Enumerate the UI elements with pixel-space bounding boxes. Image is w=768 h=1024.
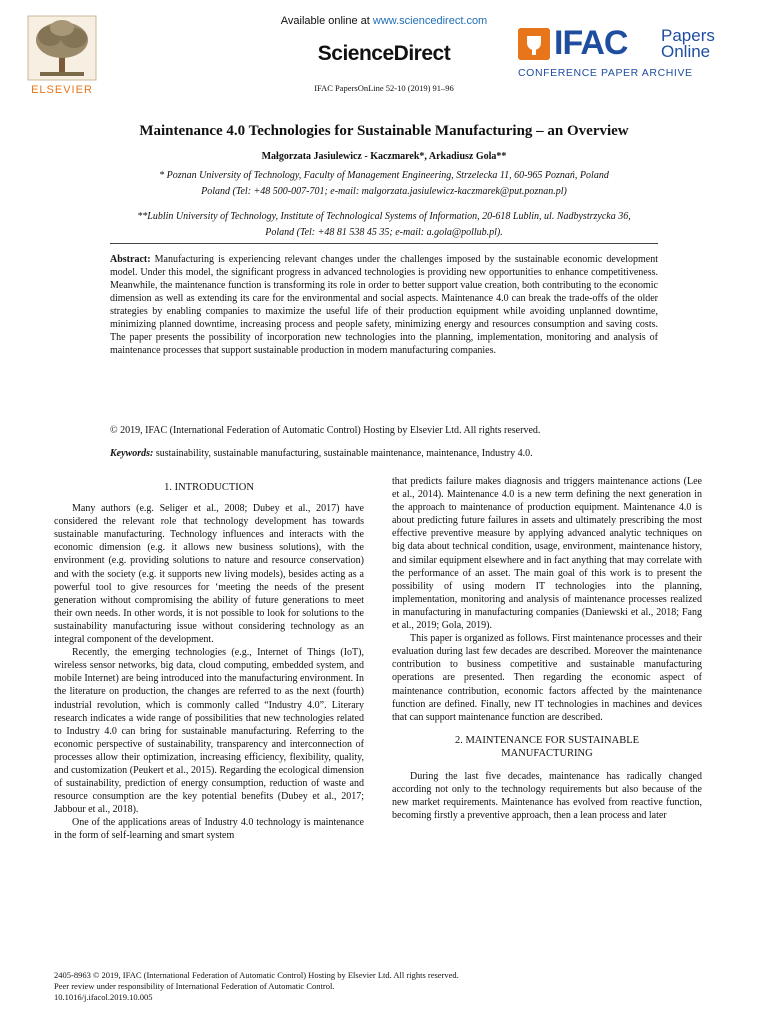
paragraph-3: One of the applications areas of Industry 4.0 technology is maintenance in the form of self-learning and smart system (54, 817, 364, 842)
available-online (0, 15, 768, 27)
affiliation-2 (60, 209, 708, 241)
ifac-wordmark: IFAC (554, 24, 628, 62)
affiliation-2-line-2: Poland (Tel: +48 81 538 45 35; e-mail: a.gola@pollub.pl). (265, 227, 503, 238)
right-column (392, 475, 702, 822)
copyright-notice: © 2019, IFAC (International Federation of Automatic Control) Hosting by Elsevier Ltd. All rights reserved. (110, 425, 541, 436)
available-prefix: Available online at (280, 15, 373, 27)
affiliation-1-line-1: * Poznan University of Technology, Faculty of Management Engineering, Strzelecka 11, 60-965 Poznań, Poland (159, 170, 609, 181)
abstract-divider (110, 243, 658, 244)
keywords-label: Keywords: (110, 448, 154, 459)
keywords (110, 448, 658, 459)
affiliation-2-line-1: **Lublin University of Technology, Institute of Technological Systems of Information, 20-618 Lublin, ul. Nadbystrzycka 36, (137, 211, 631, 222)
ifac-logo (518, 24, 748, 82)
conference-archive-text: CONFERENCE PAPER ARCHIVE (518, 67, 693, 79)
section-2-heading-line-2: MANUFACTURING (501, 747, 593, 759)
paragraph-5: This paper is organized as follows. First maintenance processes and their evaluation during last few decades are described. Moreover the maintenance contribution to business competitive and sustainable manufacturing operations are presented. Then regarding the economic aspect of maintenance contribution, economic factors affected by the maintenance function are defined. Finally, new IT technologies in machines and devices that can support maintenance function are described. (392, 633, 702, 723)
paragraph-4: that predicts failure makes diagnosis and triggers maintenance actions (Lee et al., 2014). Maintenance 4.0 is a new term defining the next generation in the approach to maintenance of production equipment. Maintenance 4.0 is about predicting future failures in assets and ultimately prescribing the most effective preventive measure by applying advanced analytic techniques on big data about technical condition, usage, environment, maintenance history, and similar equipment elsewhere and in fact anything that may correlate with the performance of an asset. The main goal of this work is to present the possibility of using modern IT technologies into the planning, implementation, monitoring and analysis of maintenance processes realized in manufacturing in manufacturing companies (Daniewski et al., 2018; Fang et al., 2019; Gola, 2019). (392, 476, 702, 632)
sciencedirect-link[interactable]: www.sciencedirect.com (372, 15, 488, 27)
abstract-label: Abstract: (110, 254, 151, 265)
online-text: Online (661, 42, 711, 61)
section-2-heading (392, 734, 702, 760)
affiliation-1-line-2: Poland (Tel: +48 500-007-701; e-mail: malgorzata.jasiulewicz-kaczmarek@put.poznan.pl) (201, 186, 567, 197)
paper-authors: Małgorzata Jasiulewicz - Kaczmarek*, Arkadiusz Gola** (261, 151, 507, 162)
papers-text: Papers (661, 26, 715, 45)
footer (54, 970, 714, 1003)
journal-reference: IFAC PapersOnLine 52-10 (2019) 91–96 (314, 83, 454, 93)
paragraph-2: Recently, the emerging technologies (e.g., Internet of Things (IoT), wireless sensor networks, big data, cloud computing, embedded system, and mobile Internet) are being introduced into the manufacturing environment. In the literature on production, the changes are referred to as the next (fourth) industrial revolution, which is commonly called “Industry 4.0”. Literary research indicates a wide range of possibilities that new technologies related to Industry 4.0 can bring for sustainable manufacturing. Referring to the economic perspective of sustainability, transparency and interconnection of processes allow their optimization, increasing efficiency, flexibility, quality, and customization (Peukert et al., 2015). Regarding the ecological dimension of sustainability, prediction of energy consumption, reduction of waste and resource consumption are the key potential benefits (Dubey et al., 2017; Jabbour et al., 2018). (54, 647, 364, 816)
paper-title: Maintenance 4.0 Technologies for Sustainable Manufacturing – an Overview (139, 123, 629, 139)
abstract (110, 253, 658, 357)
papers-online-text (661, 28, 715, 60)
abstract-text: Manufacturing is experiencing relevant changes under the challenges imposed by the sustainable economic development model. Under this model, the significant progress in advanced technologies is providing new opportunities to enhance competitiveness. Meanwhile, the maintenance function is transforming its role in order to better support value creation, both contributing to the economic dimension as well as extending its care for the environmental and social aspects. Maintenance 4.0 can break the trade-offs of the older strategies by enabling companies to maximize the useful life of their production equipment while avoiding unplanned downtime, minimizing planned downtime, increasing process and people safety, minimizing energy and resources consumption and saving costs. The paper presents the possibility of incorporation new technologies into the planning, implementation, monitoring and analysis of maintenance processes that support sustainable production in modern manufacturing companies. (110, 254, 658, 356)
keywords-text: sustainability, sustainable manufacturing, sustainable maintenance, maintenance, Industry 4.0. (153, 448, 533, 459)
elsevier-wordmark: ELSEVIER (31, 84, 93, 96)
section-1-heading: 1. INTRODUCTION (164, 482, 254, 493)
paragraph-6: During the last five decades, maintenance has radically changed according not only to the technology requirements but also because of the new market requirements. Maintenance has evolved from reactive function, becoming firstly a preventive approach, then a lean process and later (392, 770, 702, 822)
footer-doi[interactable]: 10.1016/j.ifacol.2019.10.005 (54, 992, 153, 1002)
paragraph-1: Many authors (e.g. Seliger et al., 2008; Dubey et al., 2017) have considered the relevant role that technology development has towards sustainable manufacturing. Technology influences and interacts with the economic dimension (e.g. it allows new business solutions), with the environment (e.g. providing solutions to nature and resource conservation) and with the society (e.g. it supports new living models), besides acting as a powerful tool to give resources for ‘meeting the needs of the present generation without compromising the ability of future generations to meet their own needs. In other words, it is not possible to look for solutions to the sustainability manufacturing issue without considering technology as an integral component of the development. (54, 503, 364, 646)
section-2-heading-line-1: 2. MAINTENANCE FOR SUSTAINABLE (454, 734, 640, 746)
footer-line-2: Peer review under responsibility of International Federation of Automatic Control. (54, 981, 335, 991)
affiliation-1 (60, 168, 708, 200)
left-column (54, 481, 364, 843)
sciencedirect-title: ScienceDirect (317, 42, 451, 65)
ifac-badge-icon (518, 28, 550, 60)
footer-line-1: 2405-8963 © 2019, IFAC (International Federation of Automatic Control) Hosting by Elsevier Ltd. All rights reserved. (54, 970, 459, 980)
